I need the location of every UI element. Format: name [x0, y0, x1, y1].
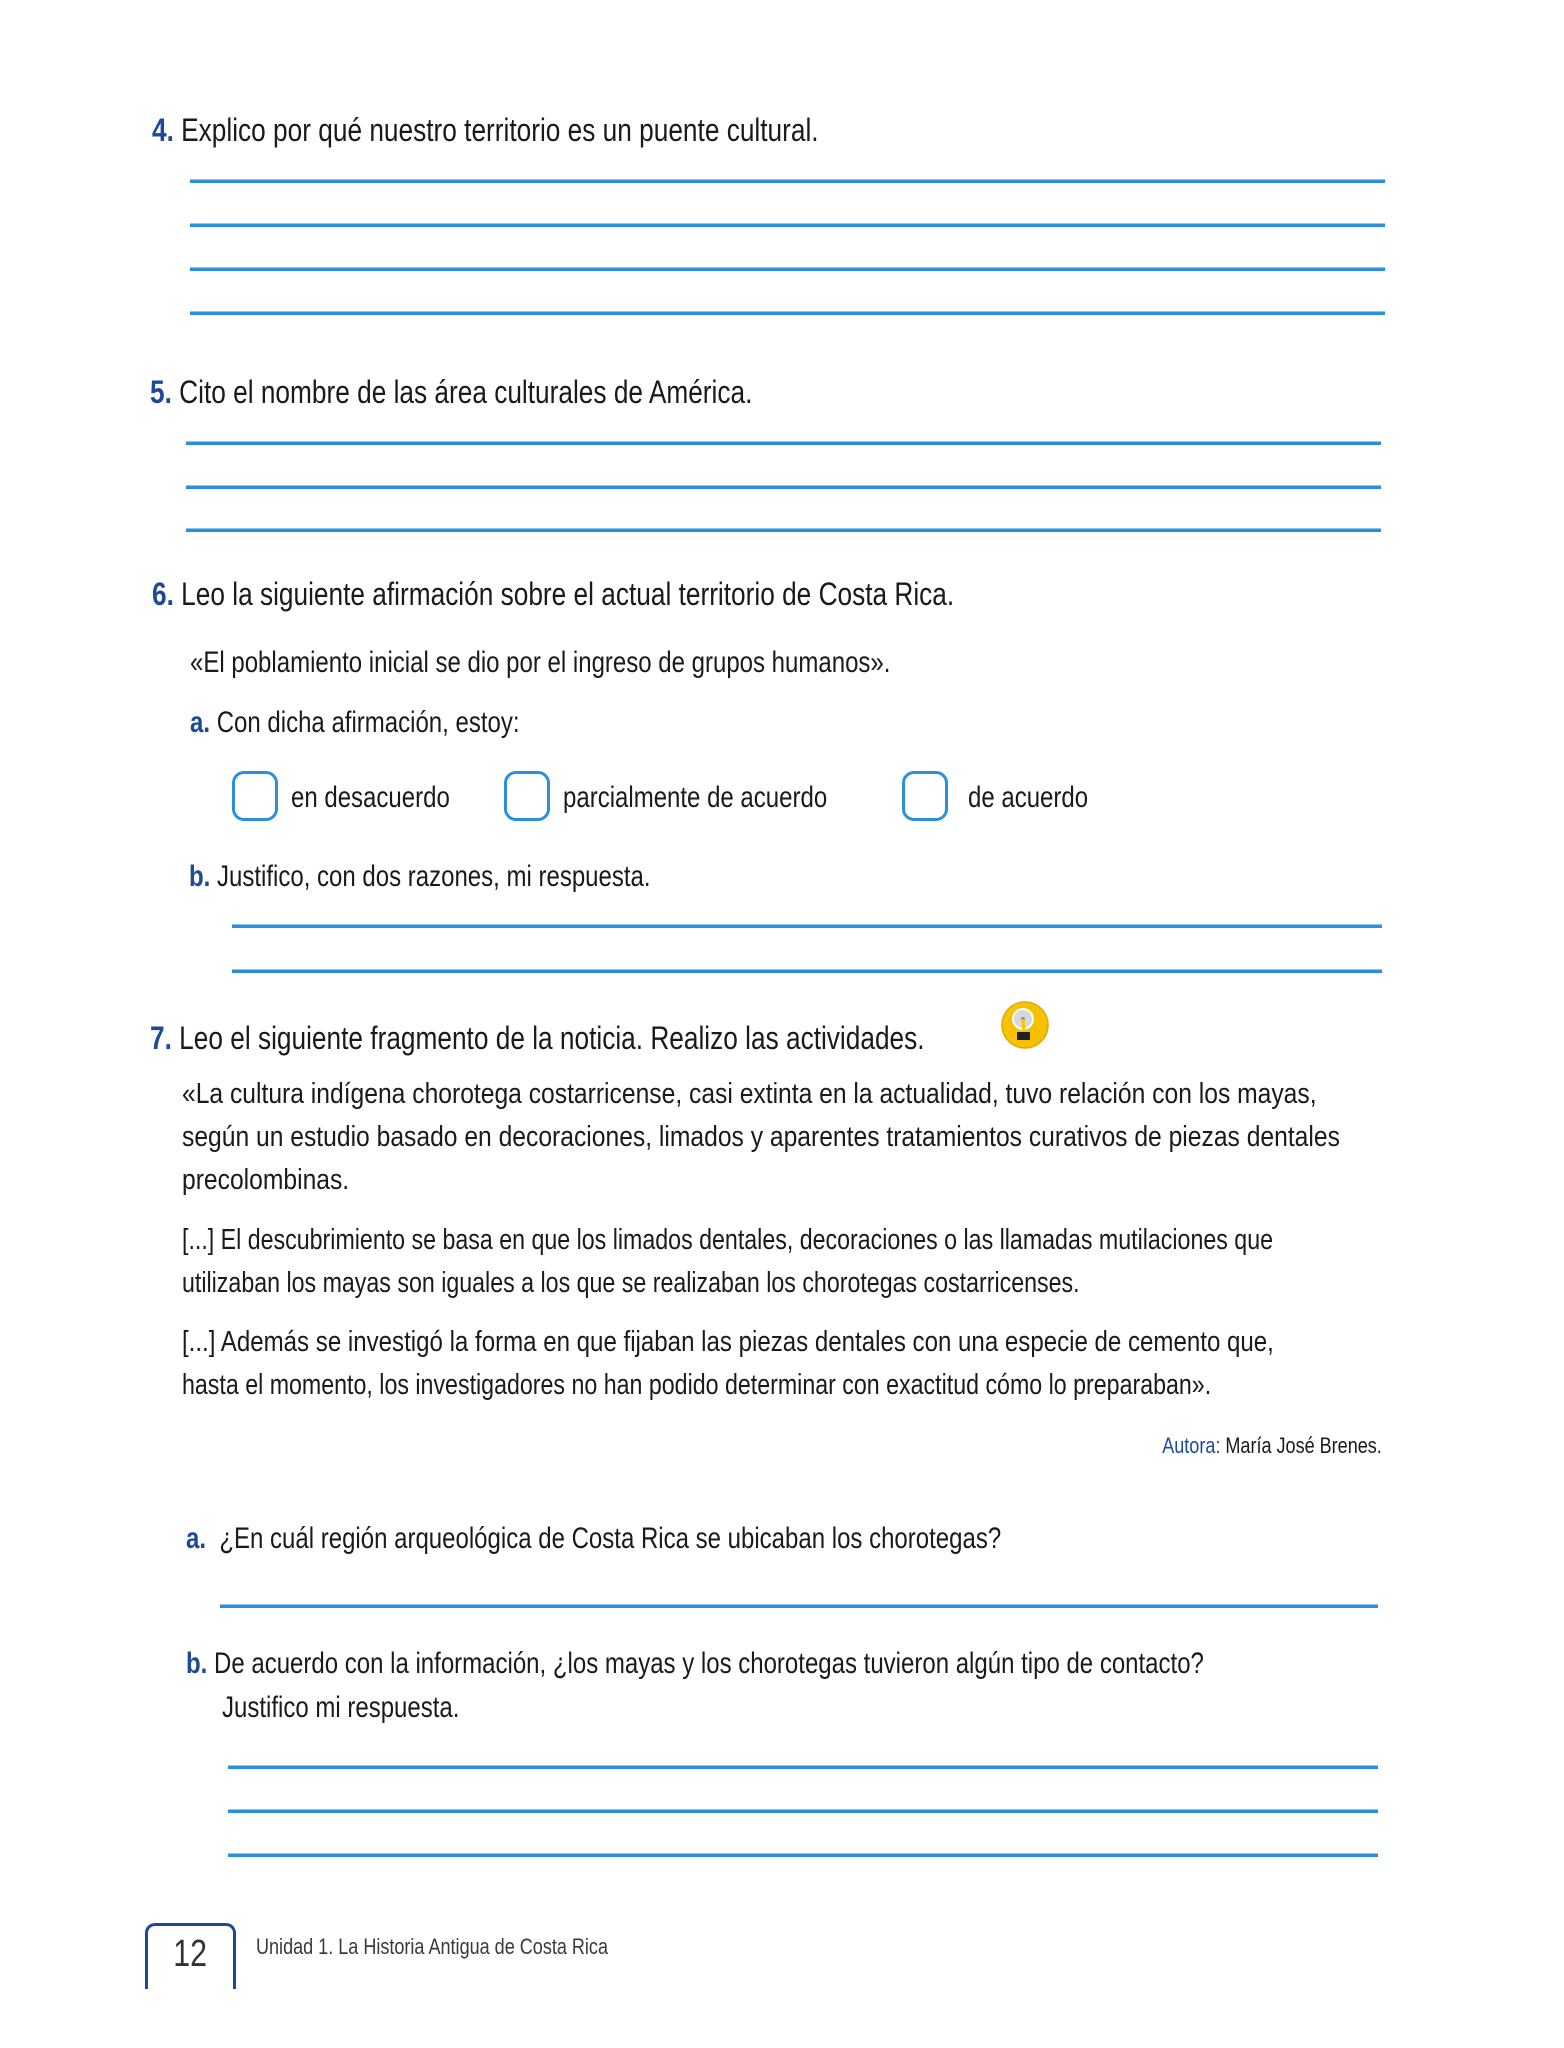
question-number: 6. — [152, 576, 174, 612]
question-7a — [186, 1520, 1205, 1558]
answer-line[interactable] — [232, 969, 1382, 973]
question-7b — [186, 1645, 1458, 1727]
quote-text: «El poblamiento inicial se dio por el ingreso de grupos humanos». — [190, 646, 891, 679]
option-checkbox-de-acuerdo[interactable] — [902, 771, 948, 821]
question-6b — [189, 858, 766, 896]
author-label: Autora: — [1162, 1433, 1221, 1458]
option-label: parcialmente de acuerdo — [563, 781, 828, 814]
option-label: de acuerdo — [968, 781, 1089, 814]
question-text: Explico por qué nuestro territorio es un puente cultural. — [181, 112, 819, 148]
fragment-paragraph-2 — [182, 1222, 1546, 1301]
option-label: en desacuerdo — [291, 781, 450, 814]
author-name: María José Brenes. — [1225, 1433, 1382, 1458]
answer-line[interactable] — [228, 1809, 1378, 1813]
fragment-paragraph-3 — [182, 1324, 1498, 1403]
answer-line[interactable] — [228, 1853, 1378, 1857]
answer-line[interactable] — [232, 924, 1382, 928]
subquestion-label: a. — [190, 706, 211, 739]
option-checkbox-en-desacuerdo[interactable] — [232, 771, 278, 821]
question-4 — [152, 110, 965, 150]
question-6 — [152, 574, 1130, 614]
subquestion-text: Justifico, con dos razones, mi respuesta. — [217, 860, 651, 893]
footer-unit-title: Unidad 1. La Historia Antigua de Costa Rica — [256, 1934, 608, 1959]
answer-line[interactable] — [220, 1604, 1378, 1608]
question-number: 5. — [150, 374, 172, 410]
answer-line[interactable] — [228, 1765, 1378, 1769]
fragment-line: hasta el momento, los investigadores no han podido determinar con exactitud cómo lo preparaban». — [182, 1369, 1212, 1401]
fragment-paragraph-1 — [182, 1076, 1544, 1198]
option-checkbox-parcialmente-de-acuerdo[interactable] — [504, 771, 550, 821]
statement-quote — [190, 644, 1066, 682]
question-7 — [150, 1018, 1095, 1058]
page-number-tab — [145, 1923, 236, 1989]
subquestion-label: a. — [186, 1522, 207, 1555]
question-number: 4. — [152, 112, 174, 148]
lightbulb-icon — [1000, 1000, 1050, 1050]
fragment-line: [...] Además se investigó la forma en que fijaban las piezas dentales con una especie de cemento que, — [182, 1326, 1274, 1358]
page-number: 12 — [173, 1933, 208, 1975]
subquestion-label: b. — [189, 860, 211, 893]
answer-line[interactable] — [186, 441, 1381, 445]
fragment-line: [...] El descubrimiento se basa en que los limados dentales, decoraciones o las llamadas mutilaciones que — [182, 1224, 1274, 1256]
fragment-line: precolombinas. — [182, 1164, 350, 1196]
subquestion-label: b. — [186, 1647, 208, 1680]
question-text: Leo la siguiente afirmación sobre el actual territorio de Costa Rica. — [181, 576, 955, 612]
subquestion-text: ¿En cuál región arqueológica de Costa Rica se ubicaban los chorotegas? — [219, 1522, 1002, 1555]
question-6a — [190, 704, 602, 742]
question-number: 7. — [150, 1020, 172, 1056]
answer-line[interactable] — [186, 485, 1381, 489]
answer-line[interactable] — [186, 528, 1381, 532]
subquestion-text: Con dicha afirmación, estoy: — [216, 706, 520, 739]
author-credit — [1114, 1432, 1382, 1460]
fragment-line: «La cultura indígena chorotega costarricense, casi extinta en la actualidad, tuvo relación con los mayas, — [182, 1078, 1317, 1110]
answer-line[interactable] — [190, 311, 1385, 315]
subquestion-text: De acuerdo con la información, ¿los mayas y los chorotegas tuvieron algún tipo de contacto? — [214, 1647, 1204, 1680]
subquestion-text: Justifico mi respuesta. — [222, 1691, 460, 1724]
fragment-line: según un estudio basado en decoraciones, limados y aparentes tratamientos curativos de piezas dentales — [182, 1121, 1340, 1153]
question-text: Leo el siguiente fragmento de la noticia. Realizo las actividades. — [179, 1020, 925, 1056]
answer-line[interactable] — [190, 267, 1385, 271]
question-5 — [150, 372, 885, 412]
answer-line[interactable] — [190, 223, 1385, 227]
question-text: Cito el nombre de las área culturales de América. — [179, 374, 753, 410]
answer-line[interactable] — [190, 179, 1385, 183]
fragment-line: utilizaban los mayas son iguales a los que se realizaban los chorotegas costarricenses. — [182, 1267, 1080, 1299]
